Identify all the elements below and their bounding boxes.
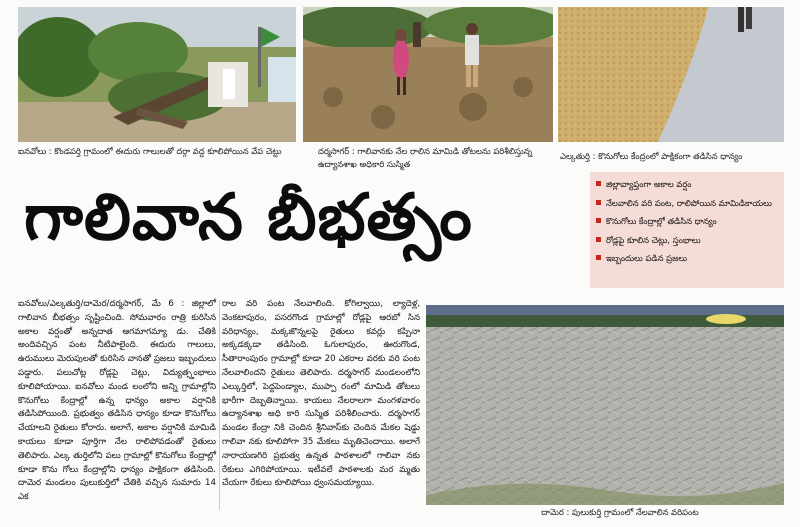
headline: గాలివాన బీభత్సం bbox=[24, 181, 473, 255]
article-column-2 bbox=[222, 298, 420, 491]
photo-caption: ఎల్కతుర్తి : కొనుగోలు కేంద్రంలో పాక్షికంగా తడిసిన ధాన్యం bbox=[560, 151, 743, 161]
highlight-item: జిల్లావ్యాప్తంగా అకాల వర్షం bbox=[596, 178, 780, 191]
article-text: రాల వరి పంట నేలవాలింది. కోగిల్వాయి, ల్యాదెళ్ల, వెంకటాపురం, పసరగొండ గ్రామాల్లో రోడ్లపై ఆరబో సిన వరిధాన్యం, మక్కజొన్నలపై రైతులు కవర్లు కప్పినా అక్కడక్కడా తడిసింది. ఓగులాపురం, ఊరుగొండ, సీతారాంపురం గ్రామాల్లో కూడా 20 ఎకరాల వరకు వరి పంట నేలవాలిందని రైతులు తెలిపారు. దర్మసాగర్ మండలంలోని ఎల్కుర్తిలో, పెద్దపెండ్యాల, ముప్పా రంలో మామిడి తోటలు భారీగా దెబ్బతిన్నాయి. కాయలు నేలరాలగా మంగళవారం ఉద్యానశాఖ అధి కారి సుస్మిత పరిశీలించారు. దర్మసాగర్ మండల కేంద్రా నికి చెందిన శ్రీనివాస్‌కు చెందిన మేకల షెడ్డు గాలివా నకు కూలిపోగా 35 మేకలు మృతిచెందాయి. అలాగే నారాయణగిరి ప్రభుత్వ ఉన్నత పాఠశాలలో గాలివా నకు రేకులు ఎగిరిపోయాయి. ఇటీవలే పాఠశాలకు మర మ్మతు చేయగా రేకులు కూలిపోయి ధ్వంసమయ్యాయి. bbox=[222, 299, 420, 489]
photo-caption: దామెర : పులుకుర్తి గ్రామంలో నేలవాలిన వరిపంట bbox=[541, 507, 699, 517]
photo-caption: ఐనవోలు : కొండపర్తి గ్రామంలో ఈదురు గాలులతో దర్గా వద్ద కూలిపోయిన వేప చెట్టు bbox=[18, 146, 282, 156]
article-text: ఐనవోలు/ఎల్కతుర్తి/దామెర/దర్మసాగర్, మే 6 : జిల్లాలో గాలివాన బీభత్సం సృష్టించింది. సోమవారం రాత్రి కురిసిన అకాల వర్షంతో అన్నదాత ఆగమాగమ్యా డు. చేతికి అందివచ్చిన పంట నీటిపాలైంది. ఈదురు గాలులు, ఉరుములు మెరుపులతో కురిసిన వానతో ప్రజలు ఇబ్బందులు పడ్డారు. పలుచోట్ల రోడ్లపై చెట్లు, విద్యుత్స్తంభాలు కూలిపోయాయి. ఐనవోలు మండ లంలోని అన్ని గ్రామాల్లోని కొనుగోలు కేంద్రాల్లో ఉన్న ధాన్యం అకాల వర్షానికి తడిసిపోయింది. ప్రభుత్వం తడిసిన ధాన్యం కూడా కొనుగోలు చేయాలని రైతులు కోరారు. అలాగే, అకాల వర్షానికి మామిడి కాయలు కూడా పూర్తిగా నేల రాలిపోవడంతో రైతులు తెలిపారు. ఎల్క తుర్తిలోని పలు గ్రామాల్లో కొనుగోలు కేంద్రాల్లో కూడా కొను గోలు కేంద్రాల్లోని ధాన్యం పాక్షికంగా తడిసింది. దామెర మండలం పులుకుర్తిలో చేతికి వచ్చిన సుమారు 14 ఎక bbox=[18, 299, 216, 503]
photo-wet-grain bbox=[558, 7, 784, 142]
highlights-box bbox=[590, 172, 784, 288]
column-divider bbox=[219, 300, 220, 510]
photo-flattened-paddy bbox=[426, 305, 784, 505]
highlight-item: నేలవాలిన వరి పంట, రాలిపోయిన మామిడికాయలు bbox=[596, 197, 780, 210]
highlight-item: రోడ్లపై కూలిన చెట్లు, స్తంభాలు bbox=[596, 234, 780, 247]
highlight-item: కొనుగోలు కేంద్రాల్లో తడిసిన ధాన్యం bbox=[596, 215, 780, 228]
article-column-1 bbox=[18, 298, 216, 505]
photo-fallen-neem-tree bbox=[18, 7, 296, 142]
highlight-item: ఇబ్బందులు పడిన ప్రజలు bbox=[596, 252, 780, 265]
photo-mango-grove-inspection bbox=[303, 7, 553, 142]
photo-caption: దర్మసాగర్ : గాలివానకు నేల రాలిన మామిడి తోటలను పరిశీలిస్తున్న ఉద్యానశాఖ అధికారి సుస్మిత bbox=[318, 146, 533, 169]
